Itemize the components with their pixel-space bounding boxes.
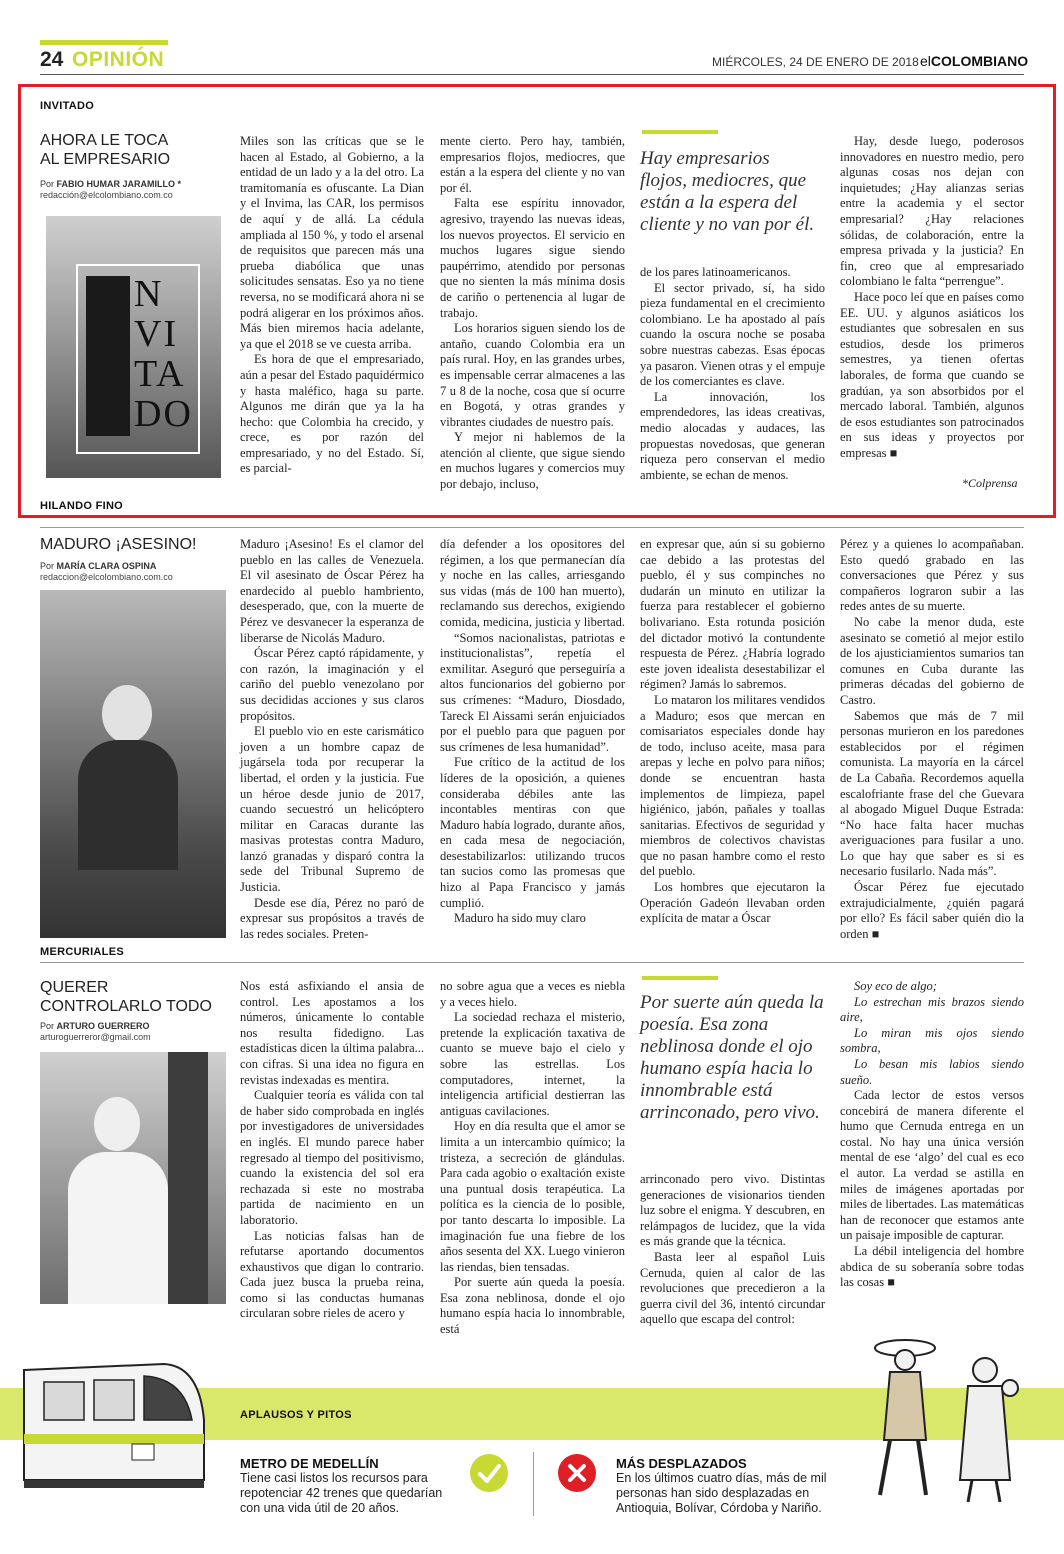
article1-column-3 — [640, 265, 825, 483]
pito-head: MÁS DESPLAZADOS — [616, 1456, 747, 1471]
train-icon — [14, 1340, 214, 1500]
author-photo — [40, 590, 226, 938]
paragraph: Las noticias falsas han de refutarse aportando documentos exhaustivos que digan lo contrario. Cada juez busca la prueba reina, como si las conductas humanas circularan sobre rieles de acero y — [240, 1228, 424, 1321]
photo-column — [168, 1052, 208, 1304]
paragraph: Por suerte aún queda la poesía. Esa zona neblinosa, donde el ojo humano espía hacia lo innombrable, está — [440, 1275, 625, 1337]
displaced-people-icon — [860, 1330, 1040, 1510]
article3-poem — [840, 979, 1024, 1088]
brand-logo: elCOLOMBIANO — [920, 53, 1029, 69]
article2-byline: Por MARÍA CLARA OSPINA — [40, 561, 157, 571]
paragraph: Cualquier teoría es válida con tal de haber sido comprobada en inglés por investigadores de universidades en inglés. El mundo parece haber regresado al tiempo del positivismo, cuando la existencia del sol era rechazada si este no mostraba partida de nacimiento en un laboratorio. — [240, 1088, 424, 1227]
aplauso-text: Tiene casi listos los recursos para repotenciar 42 trenes que quedarían con una vida útil de 20 años. — [240, 1471, 443, 1515]
article1-column-4 — [840, 134, 1024, 461]
poem-line: Lo miran mis ojos siendo sombra, — [840, 1025, 1024, 1056]
article1-email: redacción@elcolombiano.com.co — [40, 190, 173, 200]
page-number: 24 — [40, 48, 64, 71]
article2-column-4 — [840, 537, 1024, 942]
cross-icon — [558, 1454, 596, 1492]
pullquote-bar — [642, 976, 718, 980]
paragraph: Es hora de que el empresariado, aún a pesar del Estado paquidérmico y hasta maléfico, haga su parte. Algunos me dirán que ya la ha hecho: que Colombia ha crecido, y crece, es por razón del empresariado, y no del Estado. Sí, es parcial- — [240, 352, 424, 476]
paragraph: Cada lector de estos versos concebirá de manera diferente el humo que Cernuda entrega en un costal. No hay una única versión mental de ese ‘algo’ del cual es eco el autor. La verdad se astilla en miles de imágenes aportadas por miles de libertades. Las matemáticas han de reconocer que estamos ante un paisaje imposible de capturar. — [840, 1088, 1024, 1243]
article3-email: arturoguerreror@gmail.com — [40, 1032, 151, 1042]
invitado-logo — [46, 216, 221, 478]
aplausos-title: APLAUSOS Y PITOS — [240, 1409, 352, 1421]
paragraph: Basta leer al español Luis Cernuda, quien al calor de las revoluciones que precedieron a la guerra civil del 36, intentó circundar aquello que escapa del control: — [640, 1249, 825, 1327]
section-title: OPINIÓN — [72, 48, 165, 71]
header-rule — [40, 74, 1024, 75]
paragraph: Hay, desde luego, poderosos innovadores en nuestro medio, pero algunas cosas nos dejan con inquietudes; ¿Hay alianzas serias entre la academia y el sector empresarial? ¿Hay relaciones sólidas, de colaboración, entre la empresa privada y la justicia? En fin, creo que al empresariado colombiano le falta “perrengue”. — [840, 134, 1024, 289]
article1-title: AHORA LE TOCA AL EMPRESARIO — [40, 132, 171, 168]
section-rule — [40, 962, 1024, 963]
photo-head — [102, 685, 152, 743]
article1-label: INVITADO — [40, 100, 95, 112]
article2-column-2 — [440, 537, 625, 927]
paragraph: Maduro ha sido muy claro — [454, 911, 586, 926]
logo-bar — [86, 276, 130, 436]
paragraph: Fue crítico de la actitud de los líderes de la oposición, a quienes consideraba débiles ante las incontables mentiras con que Maduro había logrado, durante años, en cada mesa de negociación, desestabilizarlos: utilizando trucos tan sucios como las promesas que hizo al Papa Francisco y jamás cumplió. — [440, 755, 625, 910]
paragraph: Óscar Pérez fue ejecutado extrajudicialmente, ¿quién pagará por ello? Es fácil saber quién dio la orden ■ — [840, 880, 1024, 941]
author-photo — [40, 1052, 226, 1304]
paragraph: La sociedad rechaza el misterio, pretende la explicación taxativa de cuanto se mueve bajo el cielo y sobre las estrellas. Los computadores, internet, la inteligencia artificial destierran las antiguas cavilaciones. — [440, 1010, 625, 1118]
article3-column-2 — [440, 979, 625, 1338]
article1-byline: Por FABIO HUMAR JARAMILLO * — [40, 179, 182, 189]
paragraph: día defender a los opositores del régimen, a los que permanecían día y noche en las calles, arriesgando sus vidas (más de 100 han muerto), reclamando sus derechos, exigiendo comida, medicina, justicia y libertad. — [440, 537, 626, 629]
paragraph: Lo mataron los militares vendidos a Maduro; esos que mercan en comisariatos especiales donde hay de todo, incluso aceite, masa para arepas y leche en polvo para niños; donde se encuentran hasta implementos de limpieza, papel higiénico, jabón, pañales y toallas sanitarias. Efectivos de seguridad y miembros de colectivos chavistas que no pasan hambre como el resto del pueblo. — [640, 692, 825, 879]
poem-line: Lo estrechan mis brazos siendo aire, — [840, 994, 1024, 1025]
paragraph: Maduro ¡Asesino! Es el clamor del pueblo en las calles de Venezuela. El vil asesinato de Óscar Pérez ha enardecido al pueblo hambriento, desesperado, que, con la muerte de Pérez ve desvanecer la esperanza de liberarse de Nicolás Maduro. — [240, 537, 424, 645]
pullquote-bar — [642, 130, 718, 134]
article2-column-1 — [240, 537, 424, 942]
aplauso-head: METRO DE MEDELLÍN — [240, 1456, 379, 1471]
article3-label: MERCURIALES — [40, 946, 124, 958]
article1-pull-quote: Hay empresarios flojos, mediocres, que están a la espera del cliente y no van por él. — [640, 148, 815, 235]
paragraph: El pueblo vio en este carismático joven a un hombre capaz de jugársela toda por recuperar la libertad, el orden y la justicia. Fue un héroe desde junio de 2017, cuando secuestró un helicóptero militar en Caracas durante las masivas protestas contra Maduro, lanzó granadas y disparó contra la sede del Tribunal Supremo de Justicia. — [240, 724, 424, 895]
date-line: MIÉRCOLES, 24 DE ENERO DE 2018 — [712, 55, 919, 69]
article2-label: HILANDO FINO — [40, 500, 124, 512]
section-rule — [40, 527, 1024, 528]
paragraph: Hace poco leí que en países como EE. UU. y algunos asiáticos los estudiantes que sobresalen en sus estudios, desde los primeros semestres, ya tienen ofertas laborales, de forma que cuando se gradúan, ya son absorbidos por el mercado laboral. También, algunos de esos estudiantes son patrocinados en sus ideas y proyectos por empresas ■ — [840, 289, 1024, 460]
pito-text: En los últimos cuatro días, más de mil personas han sido desplazadas en Antioquia, Bolívar, Córdoba y Nariño. — [616, 1471, 827, 1515]
check-icon — [470, 1454, 508, 1492]
paragraph: Los hombres que ejecutaron la Operación Gadeón llevaban orden explícita de matar a Óscar — [640, 880, 825, 926]
header-accent-bar — [40, 40, 168, 45]
article3-column-1 — [240, 979, 424, 1322]
paragraph: Los horarios siguen siendo los de antaño, cuando Colombia era un país rural. Hoy, en las grandes urbes, es impensable cerrar almacenes a las 7 u 8 de la noche, cosa que sí ocurre en Bogotá, y otras grandes y vibrantes ciudades de nuestro país. — [440, 321, 625, 429]
photo-head — [94, 1097, 140, 1151]
paragraph: mente cierto. Pero hay, también, empresarios flojos, mediocres, que están a la espera del cliente y no van por él. — [440, 134, 625, 195]
article2-email: redaccion@elcolombiano.com.co — [40, 572, 173, 582]
paragraph: Falta ese espíritu innovador, agresivo, trayendo las nuevas ideas, los nuevos proyectos. El servicio en muchos lugares sigue siendo paupérrimo, atendido por personas que no sienten la más mínima dosis de cariño o pertenencia al lugar de trabajo. — [440, 196, 625, 320]
paragraph: no sobre agua que a veces es niebla y a veces hielo. — [440, 979, 625, 1009]
paragraph: Nos está asfixiando el ansia de control. Les apostamos a los números, únicamente lo contable nos resulta fidedigno. Las estadísticas dicen la última palabra... con cifras. Si una idea no figura en revistas indexadas es mentira. — [240, 979, 424, 1087]
paragraph: arrinconado pero vivo. Distintas generaciones de visionarios tienden luz sobre el enigma. Y descubren, en relámpagos de lucidez, que la vida es más grande que la técnica. — [640, 1172, 825, 1249]
paragraph: en expresar que, aún si su gobierno cae debido a las protestas del pueblo, él y sus compinches no dudarán un minuto en utilizar la fuerza para restablecer el gobierno bolivariano. Esta rotunda posición del dictador motivó la contundente respuesta de Pérez. ¿Habría logrado este joven idealista desestabilizar el régimen? Jamás lo sabremos. — [640, 537, 825, 692]
article3-byline: Por ARTURO GUERRERO — [40, 1021, 150, 1031]
photo-body — [68, 1152, 168, 1304]
article3-title: QUERER CONTROLARLO TODO — [40, 979, 212, 1015]
paragraph: La innovación, los emprendedores, las ideas creativas, medio alocadas y audaces, las propuestas novedosas, que generan riqueza pero conservan el medio ambiente, se echan de menos. — [640, 389, 825, 482]
paragraph: Y mejor ni hablemos de la atención al cliente, que sigue siendo en muchos lugares y comercios muy por debajo, incluso, — [440, 430, 625, 492]
paragraph: El sector privado, sí, ha sido pieza fundamental en el crecimiento colombiano. Le ha apostado al país cuando la oscura noche se posaba sobre nuestras cabezas. Esas épocas ya pasaron. Vienen otras y el empuje de los comerciantes es clave. — [640, 280, 825, 389]
poem-line: Lo besan mis labios siendo sueño. — [840, 1056, 1024, 1087]
paragraph: Desde ese día, Pérez no paró de expresar sus propósitos a través de las redes sociales. Preten- — [240, 895, 424, 941]
article3-pull-quote: Por suerte aún queda la poesía. Esa zona neblinosa donde el ojo humano espía hacia lo innombrable está arrinconado, pero vivo. — [640, 992, 824, 1123]
paragraph: Pérez y a quienes lo acompañaban. Esto quedó grabado en las conversaciones que Pérez y sus compañeros lograron subir a las redes antes de su muerte. — [840, 537, 1024, 614]
article1-column-2 — [440, 134, 625, 493]
article3-column-4 — [840, 1088, 1024, 1291]
poem-line: Soy eco de algo; — [854, 979, 937, 993]
article2-column-3 — [640, 537, 825, 927]
article2-title: MADURO ¡ASESINO! — [40, 536, 197, 553]
logo-letters: N VI TA DO — [134, 273, 193, 435]
paragraph: Sabemos que más de 7 mil personas murieron en los paredones establecidos por el régimen comunista. La mayoría en la cárcel de La Cabaña. Recordemos aquella escalofriante frase del che Guevara al abogado Miguel Duque Estrada: “No hace falta hacer muchas averiguaciones para fusilar a uno. Lo que hay que saber es si es necesario fusilarlo. Nada más”. — [840, 708, 1024, 879]
article1-column-1 — [240, 134, 424, 477]
paragraph: No cabe la menor duda, este asesinato se cometió al mejor estilo de los ajusticiamientos sumarios tan comunes en Cuba durante las primeras décadas del gobierno de Castro. — [840, 614, 1024, 707]
article3-column-3 — [640, 1172, 825, 1328]
paragraph: “Somos nacionalistas, patriotas e institucionalistas”, repetía el exmilitar. Aseguró que perseguiría a altos funcionarios del gobierno por sus crímenes: “Maduro, Diosdado, Tareck El Aissami serán enjuiciados por el pueblo para que paguen por sus crímenes de lesa humanidad”. — [440, 630, 625, 754]
paragraph: Hoy en día resulta que el amor se limita a un intercambio químico; la tristeza, a secreción de glándulas. Para cada agobio o exaltación existe una puntual dosis terapéutica. La política es la ciencia de lo posible, por tanto descarta lo imposible. La imaginación fue una fiebre de los años sesenta del XX. Luego vinieron las riendas, bien tensadas. — [440, 1119, 625, 1274]
aplausos-divider — [533, 1452, 534, 1516]
paragraph: Óscar Pérez captó rápidamente, y con razón, la imaginación y el cariño del pueblo venezolano por sus decididas acciones y sus claros propósitos. — [240, 646, 424, 723]
photo-body — [78, 740, 178, 870]
article1-signature: *Colprensa — [962, 476, 1018, 490]
paragraph: de los pares latinoamericanos. — [640, 265, 791, 279]
paragraph: Miles son las críticas que se le hacen al Estado, al Gobierno, a la entidad de un lado y a la del otro. La tramitomanía es ofuscante. La Dian y el Invima, las CAR, los permisos de aquí y de allá. La cédula ampliada al 150 %, y todo el arsenal de requisitos que parecen más una prueba diabólica que unas solicitudes sensatas. Eso ya no tiene reversa, no se modificará ahora ni se podrá aligerar en los próximos años. Más bien miremos hacia adelante, ya que el 2018 se ve cuesta arriba. — [240, 134, 424, 351]
paragraph: La débil inteligencia del hombre abdica de su soberanía sobre todas las cosas ■ — [840, 1243, 1024, 1290]
